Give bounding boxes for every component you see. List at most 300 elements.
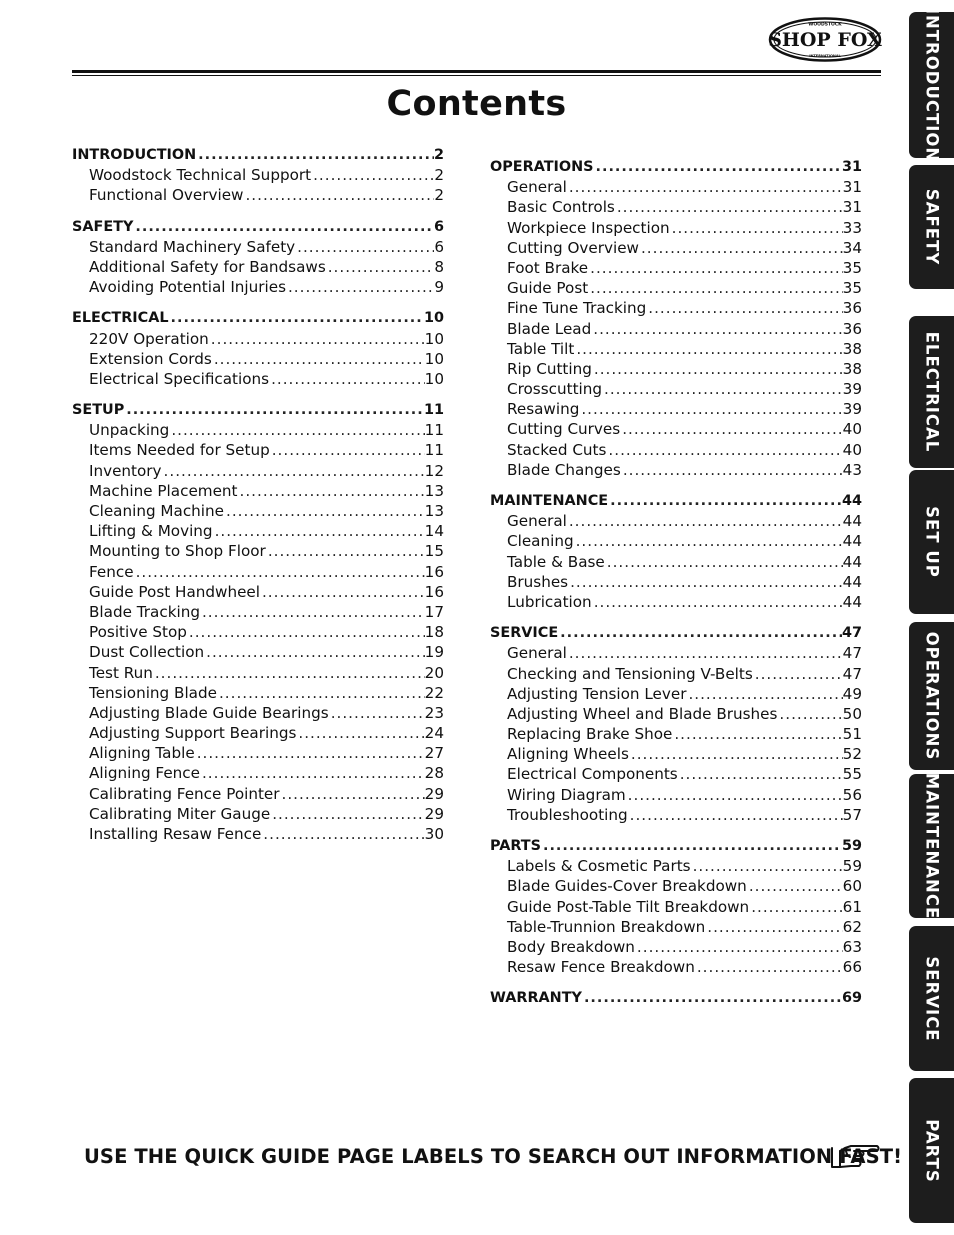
toc-section-heading [72, 217, 444, 237]
dot-leader [691, 856, 843, 876]
tab-label: SAFETY [922, 188, 941, 266]
dot-leader [153, 663, 425, 683]
toc-page-number: 44 [842, 552, 862, 571]
dot-leader [280, 784, 425, 804]
toc-entry-label: Wiring Diagram [507, 785, 626, 804]
toc-entry-label: Additional Safety for Bandsaws [89, 257, 326, 276]
toc-entry [72, 461, 444, 481]
toc-page-number: 9 [434, 278, 444, 297]
toc-entry-label: Extension Cords [89, 349, 212, 368]
dot-leader [705, 917, 842, 937]
toc-page-number: 47 [842, 664, 862, 683]
dot-leader [329, 703, 425, 723]
toc-entry-label: Guide Post Handwheel [89, 582, 260, 601]
toc-entry [490, 785, 862, 805]
dot-leader [169, 308, 424, 328]
dot-leader [574, 339, 842, 359]
toc-entry-label: Blade Changes [507, 460, 621, 479]
toc-entry-label: General [507, 178, 567, 197]
dot-leader [260, 582, 425, 602]
toc-page-number: 13 [424, 502, 444, 520]
toc-section-heading [490, 491, 862, 511]
toc-page-number: 2 [434, 186, 444, 205]
toc-entry-label: Fence [89, 562, 134, 581]
dot-leader [672, 724, 842, 744]
toc-entry-label: Electrical Components [507, 765, 678, 784]
toc-entry [72, 185, 444, 205]
toc-page-number: 2 [433, 147, 444, 163]
dot-leader [686, 684, 842, 704]
toc-page-number: 44 [842, 532, 862, 551]
toc-entry-label: Adjusting Wheel and Blade Brushes [507, 704, 778, 723]
dot-leader [238, 481, 425, 501]
toc-entry [490, 379, 862, 399]
dot-leader [270, 440, 425, 460]
toc-section-parts [490, 836, 862, 977]
dot-leader [592, 359, 843, 379]
dot-leader [266, 541, 425, 561]
toc-entry-label: General [507, 512, 567, 531]
toc-page-number: 18 [424, 623, 444, 642]
toc-entry [72, 824, 444, 844]
toc-entry-label: Workpiece Inspection [507, 218, 670, 237]
toc-entry-label: Unpacking [89, 421, 170, 440]
toc-entry [490, 319, 862, 339]
toc-page-number: 8 [434, 257, 444, 276]
toc-entry-label: Brushes [507, 572, 569, 591]
toc-entry [72, 622, 444, 642]
toc-entry-label: Table-Trunnion Breakdown [507, 917, 706, 936]
toc-entry-label: Items Needed for Setup [89, 441, 270, 460]
dot-leader [134, 562, 425, 582]
toc-entry [490, 218, 862, 238]
toc-entry-label: Aligning Fence [89, 764, 200, 783]
toc-entry-label: ELECTRICAL [72, 310, 169, 327]
dot-leader [605, 552, 843, 572]
toc-section-electrical [72, 308, 444, 389]
dot-leader [639, 238, 843, 258]
toc-page-number: 44 [842, 592, 862, 611]
toc-entry [490, 572, 862, 592]
toc-entry-label: Guide Post-Table Tilt Breakdown [507, 897, 750, 916]
toc-page-number: 44 [842, 512, 862, 531]
dot-leader [133, 217, 434, 237]
toc-page-number: 24 [424, 724, 444, 743]
toc-entry [72, 440, 444, 460]
toc-entry [490, 460, 862, 480]
dot-leader [626, 785, 843, 805]
toc-page-number: 34 [842, 238, 862, 257]
toc-entry [490, 876, 862, 896]
toc-entry [490, 177, 862, 197]
toc-section-maintenance [490, 491, 862, 612]
dot-leader [195, 743, 425, 763]
tab-label: ELECTRICAL [922, 331, 941, 453]
toc-entry [72, 703, 444, 723]
tab-electrical[interactable] [909, 316, 954, 468]
tab-maintenance[interactable] [909, 774, 954, 918]
toc-entry [72, 723, 444, 743]
toc-page-number: 52 [842, 745, 862, 764]
dot-leader [124, 400, 424, 420]
toc-page-number: 61 [842, 897, 862, 916]
dot-leader [200, 763, 425, 783]
toc-entry [490, 684, 862, 704]
toc-page-number: 22 [424, 683, 444, 702]
tab-service[interactable] [909, 926, 954, 1071]
toc-entry [490, 897, 862, 917]
toc-entry-label: MAINTENANCE [490, 493, 609, 509]
toc-page-number: 23 [424, 703, 444, 722]
toc-entry [490, 399, 862, 419]
toc-page-number: 2 [434, 166, 444, 185]
toc-page-number: 17 [424, 602, 444, 621]
toc-entry [72, 804, 444, 824]
dot-leader [169, 420, 424, 440]
dot-leader [261, 824, 424, 844]
toc-entry-label: Test Run [89, 663, 153, 682]
toc-entry [490, 764, 862, 784]
dot-leader [212, 349, 425, 369]
toc-page-number: 6 [433, 218, 444, 235]
toc-entry [490, 664, 862, 684]
toc-entry-label: Calibrating Miter Gauge [89, 804, 271, 823]
toc-entry [490, 531, 862, 551]
page-title: Contents [386, 84, 567, 124]
tab-parts[interactable] [909, 1078, 954, 1223]
toc-page-number: 29 [424, 804, 444, 823]
toc-entry-label: Table Tilt [507, 339, 575, 358]
dot-leader [567, 177, 843, 197]
footer-note: USE THE QUICK GUIDE PAGE LABELS TO SEARCH OUT INFORMATION FAST! [84, 1145, 903, 1168]
tab-label: PARTS [922, 1118, 941, 1183]
toc-page-number: 14 [424, 522, 444, 541]
toc-page-number: 6 [434, 237, 444, 256]
toc-page-number: 33 [842, 218, 862, 237]
dot-leader [326, 257, 435, 277]
toc-page-number: 55 [842, 765, 862, 784]
toc-page-number: 10 [424, 349, 444, 368]
toc-entry-label: Aligning Table [89, 744, 195, 763]
toc-page-number: 19 [424, 643, 444, 662]
toc-page-number: 29 [424, 784, 444, 803]
toc-entry-label: Blade Tracking [89, 602, 200, 621]
dot-leader [621, 460, 843, 480]
toc-entry [72, 743, 444, 763]
toc-entry [490, 643, 862, 663]
toc-page-number: 16 [424, 562, 444, 581]
toc-page-number: 47 [841, 625, 862, 642]
toc-page-number: 11 [423, 402, 444, 419]
dot-leader [295, 237, 434, 257]
toc-page-number: 31 [842, 198, 862, 217]
toc-entry-label: INTRODUCTION [72, 147, 197, 163]
tab-label: SET UP [922, 506, 941, 578]
dot-leader [588, 258, 843, 278]
toc-page-number: 31 [842, 178, 862, 197]
toc-entry [490, 197, 862, 217]
dot-leader [582, 988, 842, 1008]
logo-brand-name: SHOP FOX [768, 29, 882, 51]
toc-entry-label: Adjusting Blade Guide Bearings [89, 703, 329, 722]
toc-entry-label: Inventory [89, 461, 162, 480]
toc-page-number: 15 [424, 542, 444, 561]
toc-entry [72, 602, 444, 622]
toc-page-number: 62 [842, 917, 862, 936]
toc-entry-label: General [507, 644, 567, 663]
toc-page-number: 40 [842, 440, 862, 459]
toc-page-number: 35 [842, 258, 862, 277]
toc-section-heading [72, 400, 444, 420]
dot-leader [162, 461, 425, 481]
toc-page-number: 59 [841, 838, 862, 854]
toc-section-heading [490, 836, 862, 856]
toc-entry [72, 349, 444, 369]
toc-entry-label: Mounting to Shop Floor [89, 542, 266, 561]
dot-leader [213, 521, 425, 541]
toc-entry-label: Machine Placement [89, 481, 238, 500]
toc-page-number: 49 [842, 684, 862, 703]
dot-leader [187, 622, 425, 642]
toc-page-number: 44 [841, 493, 862, 509]
toc-entry [72, 763, 444, 783]
toc-page-number: 43 [842, 460, 862, 479]
dot-leader [224, 501, 425, 521]
toc-entry-label: Standard Machinery Safety [89, 237, 296, 256]
toc-entry [72, 784, 444, 804]
dot-leader [747, 876, 843, 896]
toc-entry-label: Crosscutting [507, 380, 603, 399]
dot-leader [588, 278, 842, 298]
dot-leader [270, 804, 424, 824]
tab-introduction[interactable] [909, 7, 954, 163]
dot-leader [592, 592, 843, 612]
toc-section-heading [490, 157, 862, 177]
dot-leader [243, 185, 434, 205]
toc-entry [72, 329, 444, 349]
toc-entry-label: SETUP [72, 402, 125, 419]
toc-entry [490, 704, 862, 724]
toc-page-number: 10 [424, 329, 444, 348]
toc-entry-label: Electrical Specifications [89, 369, 270, 388]
dot-leader [204, 642, 425, 662]
dot-leader [196, 145, 434, 165]
toc-entry [490, 724, 862, 744]
toc-entry-label: Aligning Wheels [507, 745, 629, 764]
toc-entry [72, 501, 444, 521]
toc-entry-label: WARRANTY [490, 990, 582, 1007]
tab-label: MAINTENANCE [922, 772, 941, 920]
toc-entry [490, 359, 862, 379]
dot-leader [568, 572, 843, 592]
toc-page-number: 11 [424, 441, 444, 460]
toc-section-introduction [72, 145, 444, 206]
toc-entry-label: Replacing Brake Shoe [507, 725, 673, 744]
toc-entry-label: PARTS [490, 838, 541, 854]
toc-entry [72, 521, 444, 541]
toc-section-warranty [490, 988, 862, 1008]
dot-leader [567, 643, 843, 663]
toc-entry-label: Woodstock Technical Support [89, 166, 312, 185]
tab-operations[interactable] [909, 622, 954, 770]
toc-page-number: 35 [842, 279, 862, 298]
tab-label: OPERATIONS [922, 631, 941, 761]
toc-entry-label: Labels & Cosmetic Parts [507, 857, 691, 876]
toc-entry-label: Cleaning [507, 532, 574, 551]
toc-section-heading [72, 145, 444, 165]
toc-entry-label: Calibrating Fence Pointer [89, 784, 280, 803]
toc-page-number: 31 [841, 159, 862, 175]
toc-entry-label: Rip Cutting [507, 359, 592, 378]
toc-entry-label: Basic Controls [507, 198, 615, 217]
toc-page-number: 69 [841, 990, 862, 1007]
shop-fox-logo [768, 17, 882, 62]
toc-entry [72, 277, 444, 297]
dot-leader [209, 329, 425, 349]
toc-entry [490, 917, 862, 937]
toc-page-number: 36 [842, 319, 862, 338]
toc-page-number: 40 [842, 420, 862, 439]
toc-entry [490, 258, 862, 278]
toc-page-number: 16 [424, 582, 444, 601]
dot-leader [296, 723, 424, 743]
toc-entry [72, 369, 444, 389]
toc-page-number: 59 [842, 857, 862, 876]
toc-page-number: 47 [842, 644, 862, 663]
dot-leader [594, 157, 842, 177]
toc-entry [72, 642, 444, 662]
toc-page-number: 60 [842, 877, 862, 896]
dot-leader [217, 683, 425, 703]
toc-entry-label: OPERATIONS [490, 159, 594, 175]
toc-page-number: 38 [842, 339, 862, 358]
toc-page-number: 44 [842, 572, 862, 591]
toc-page-number: 57 [842, 805, 862, 824]
dot-leader [591, 319, 842, 339]
toc-entry [72, 165, 444, 185]
toc-entry [490, 856, 862, 876]
toc-entry-label: Dust Collection [89, 643, 205, 662]
toc-page-number: 39 [842, 400, 862, 419]
toc-entry [490, 937, 862, 957]
toc-page-number: 27 [424, 744, 444, 763]
toc-entry [490, 805, 862, 825]
dot-leader [567, 511, 843, 531]
dot-leader [629, 744, 843, 764]
toc-page-number: 10 [424, 369, 444, 388]
tab-label: SERVICE [922, 955, 941, 1042]
toc-entry [72, 683, 444, 703]
dot-leader [646, 298, 842, 318]
toc-section-service [490, 623, 862, 825]
dot-leader [695, 957, 843, 977]
toc-entry [72, 420, 444, 440]
toc-entry [490, 339, 862, 359]
logo-bottom-arc: INTERNATIONAL [809, 54, 841, 58]
dot-leader [579, 399, 842, 419]
toc-page-number: 10 [423, 310, 444, 327]
toc-page-number: 28 [424, 764, 444, 783]
toc-entry [72, 541, 444, 561]
toc-page-number: 66 [842, 958, 862, 977]
toc-entry-label: Body Breakdown [507, 937, 635, 956]
dot-leader [269, 369, 425, 389]
toc-entry [490, 298, 862, 318]
tab-label: INTRODUCTION [922, 7, 941, 163]
toc-section-setup [72, 400, 444, 844]
toc-entry-label: Resawing [507, 400, 580, 419]
tab-safety[interactable] [909, 165, 954, 289]
toc-entry [72, 582, 444, 602]
dot-leader [777, 704, 842, 724]
toc-page-number: 13 [424, 481, 444, 500]
toc-entry-label: Adjusting Support Bearings [89, 724, 297, 743]
toc-page-number: 11 [424, 421, 444, 440]
dot-leader [606, 440, 842, 460]
dot-leader [749, 897, 842, 917]
toc-page-number: 36 [842, 299, 862, 318]
dot-leader [670, 218, 843, 238]
toc-entry [490, 744, 862, 764]
toc-entry-label: Foot Brake [507, 258, 589, 277]
toc-entry-label: Adjusting Tension Lever [507, 684, 687, 703]
toc-page-number: 51 [842, 725, 862, 744]
dot-leader [615, 197, 843, 217]
toc-entry-label: Table & Base [507, 552, 605, 571]
dot-leader [608, 491, 842, 511]
toc-entry [490, 511, 862, 531]
toc-section-operations [490, 157, 862, 480]
toc-page-number: 30 [424, 825, 444, 843]
toc-entry-label: Fine Tune Tracking [507, 299, 647, 318]
tab-set-up[interactable] [909, 470, 954, 614]
toc-entry-label: Lifting & Moving [89, 522, 213, 541]
toc-section-heading [490, 988, 862, 1008]
toc-page-number: 38 [842, 359, 862, 378]
toc-entry-label: 220V Operation [89, 329, 209, 348]
toc-entry [490, 419, 862, 439]
toc-entry-label: Blade Guides-Cover Breakdown [507, 877, 747, 896]
toc-right-column [490, 157, 862, 1020]
toc-entry [72, 237, 444, 257]
toc-entry-label: SERVICE [490, 625, 559, 642]
toc-page-number: 56 [842, 785, 862, 804]
toc-page-number: 20 [424, 663, 444, 682]
toc-entry-label: Lubrication [507, 592, 592, 611]
dot-leader [678, 764, 843, 784]
toc-entry-label: Guide Post [507, 279, 589, 298]
header-rule [72, 70, 881, 76]
toc-entry-label: SAFETY [72, 218, 134, 235]
toc-page-number: 50 [842, 704, 862, 723]
dot-leader [286, 277, 434, 297]
toc-entry-label: Cutting Curves [507, 420, 621, 439]
toc-section-heading [490, 623, 862, 643]
toc-entry [490, 592, 862, 612]
toc-entry-label: Troubleshooting [507, 805, 628, 824]
toc-entry-label: Blade Lead [507, 319, 592, 338]
toc-entry [72, 663, 444, 683]
toc-section-safety [72, 217, 444, 298]
logo-top-arc: WOODSTOCK [808, 22, 842, 28]
dot-leader [620, 419, 842, 439]
toc-page-number: 39 [842, 380, 862, 399]
toc-page-number: 63 [842, 937, 862, 956]
toc-entry-label: Avoiding Potential Injuries [89, 278, 286, 297]
pointing-hand-icon [829, 1142, 881, 1172]
toc-entry [72, 481, 444, 501]
toc-entry-label: Cutting Overview [507, 238, 639, 257]
